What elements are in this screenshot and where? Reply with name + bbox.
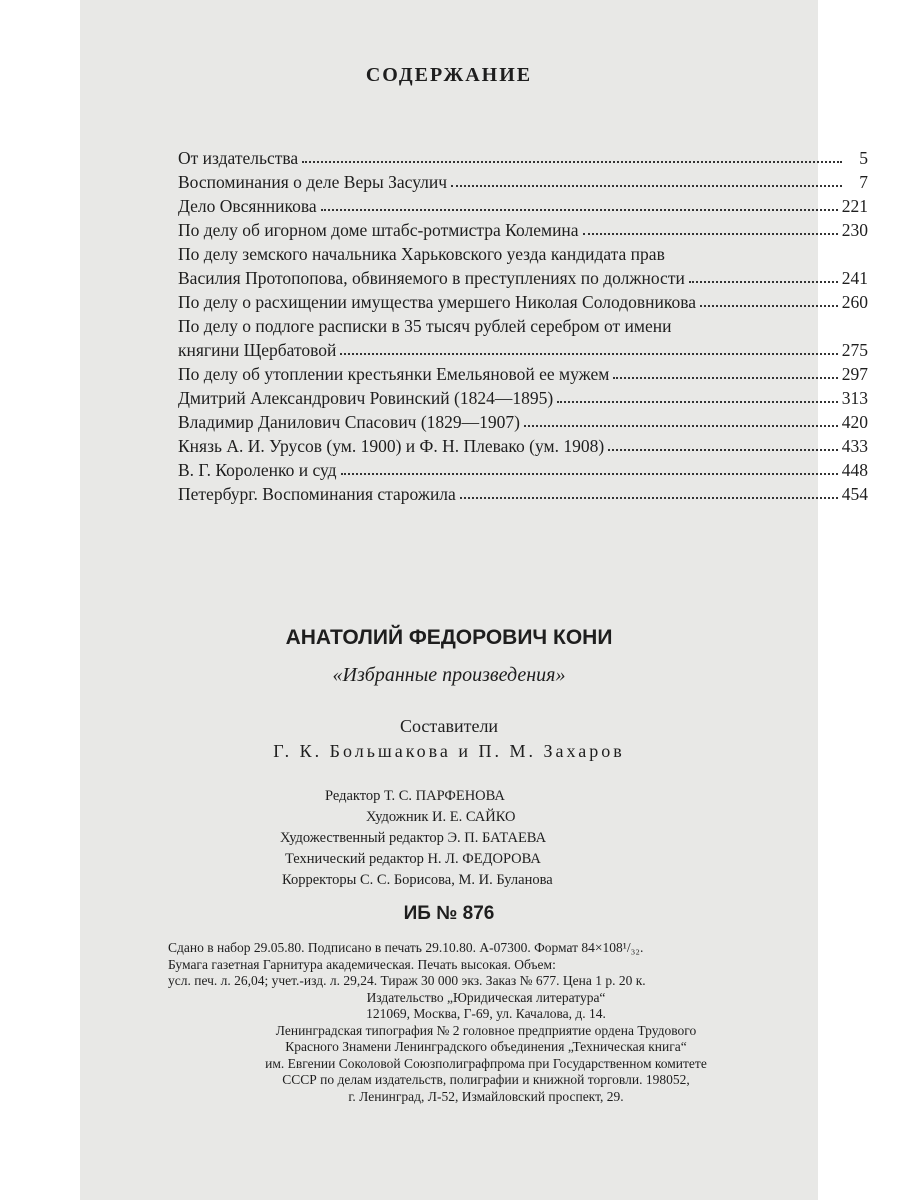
imprint-line: СССР по делам издательств, полиграфии и книжной торговли. 198052,: [282, 1072, 690, 1087]
toc-entry-title: Дмитрий Александрович Ровинский (1824—1895): [178, 388, 554, 408]
toc-entry: [178, 217, 868, 241]
toc-entry-title: По делу о расхищении имущества умершего Николая Солодовникова: [178, 292, 697, 312]
toc-entry-title: Дело Овсянникова: [178, 196, 317, 216]
compilers-label: Составители: [399, 716, 499, 736]
table-of-contents: [178, 145, 868, 505]
imprint-line: Сдано в набор 29.05.80. Подписано в печать 29.10.80. А-07300. Формат 84×108¹/₃₂.: [168, 940, 644, 955]
toc-entry-page: 230: [841, 220, 868, 240]
toc-entry-page: 420: [841, 412, 868, 432]
credit-line: Художественный редактор Э. П. БАТАЕВА: [280, 830, 547, 846]
toc-entry-page: 297: [841, 364, 868, 384]
toc-entry-title: Петербург. Воспоминания старожила: [178, 484, 456, 504]
toc-entry-page: 275: [841, 340, 868, 360]
toc-entry-title: Князь А. И. Урусов (ум. 1900) и Ф. Н. Плевако (ум. 1908): [178, 436, 605, 456]
toc-entry-page: 5: [859, 148, 868, 168]
toc-entry: [178, 457, 868, 481]
toc-entry-page: 454: [841, 484, 868, 504]
toc-entry: [178, 409, 868, 433]
toc-entry: [178, 433, 868, 457]
dot-leader: [451, 185, 842, 187]
toc-entry-title: Василия Протопопова, обвиняемого в преступлениях по должности: [178, 268, 685, 288]
toc-entry-title: По делу об утоплении крестьянки Емельяновой ее мужем: [178, 364, 610, 384]
toc-entry: [178, 145, 868, 169]
book-page: [80, 0, 868, 1200]
toc-entry-page: 433: [841, 436, 868, 456]
imprint-line: Красного Знамени Ленинградского объединения „Техническая книга“: [285, 1039, 687, 1054]
toc-title: СОДЕРЖАНИЕ: [365, 64, 533, 86]
compilers-names: Г. К. Большакова и П. М. Захаров: [273, 741, 625, 761]
dot-leader: [613, 377, 837, 379]
toc-entry: [178, 289, 868, 313]
imprint-line: усл. печ. л. 26,04; учет.-изд. л. 29,24. Тираж 30 000 экз. Заказ № 677. Цена 1 р. 20 к.: [168, 973, 646, 988]
dot-leader: [557, 401, 838, 403]
toc-entry-page: 7: [859, 172, 868, 192]
toc-entry: [178, 313, 868, 337]
toc-entry-title: Воспоминания о деле Веры Засулич: [178, 172, 448, 192]
toc-entry-page: 241: [841, 268, 868, 288]
toc-entry: [178, 169, 868, 193]
dot-leader: [583, 233, 838, 235]
dot-leader: [341, 473, 838, 475]
toc-entry-page: 221: [841, 196, 868, 216]
credit-line: Редактор Т. С. ПАРФЕНОВА: [325, 788, 505, 804]
toc-entry-title: По делу о подлоге расписки в 35 тысяч рублей серебром от имени: [178, 316, 672, 336]
imprint-line: г. Ленинград, Л-52, Измайловский проспект, 29.: [348, 1088, 624, 1104]
author-name: АНАТОЛИЙ ФЕДОРОВИЧ КОНИ: [285, 626, 613, 649]
credit-line: Художник И. Е. САЙКО: [366, 809, 516, 825]
imprint-line: Ленинградская типография № 2 головное предприятие ордена Трудового: [275, 1022, 697, 1038]
toc-entry: [178, 337, 868, 361]
dot-leader: [321, 209, 838, 211]
toc-entry-title: По делу об игорном доме штабс-ротмистра Колемина: [178, 220, 579, 240]
imprint-line: Издательство „Юридическая литература“: [366, 989, 606, 1005]
toc-entry-title: В. Г. Короленко и суд: [178, 460, 337, 480]
dot-leader: [608, 449, 838, 451]
toc-entry: [178, 241, 868, 265]
toc-entry-page: 313: [841, 388, 868, 408]
dot-leader: [524, 425, 838, 427]
toc-entry: [178, 385, 868, 409]
dot-leader: [689, 281, 838, 283]
toc-entry-title: От издательства: [178, 148, 299, 168]
dot-leader: [340, 353, 837, 355]
toc-entry: [178, 481, 868, 505]
toc-entry: [178, 361, 868, 385]
toc-entry: [178, 265, 868, 289]
toc-entry-page: 260: [841, 292, 868, 312]
work-title: «Избранные произведения»: [332, 664, 566, 686]
toc-entry-title: Владимир Данилович Спасович (1829—1907): [178, 412, 521, 432]
imprint-block: [168, 940, 804, 1105]
credits-block: [280, 786, 700, 891]
ib-number: ИБ № 876: [403, 903, 495, 924]
toc-entry: [178, 193, 868, 217]
dot-leader: [302, 161, 842, 163]
toc-entry-title: По делу земского начальника Харьковского уезда кандидата прав: [178, 244, 665, 264]
imprint-line: им. Евгении Соколовой Союзполиграфпрома при Государственном комитете: [265, 1055, 707, 1071]
imprint-line: Бумага газетная Гарнитура академическая. Печать высокая. Объем:: [168, 956, 556, 972]
dot-leader: [460, 497, 838, 499]
dot-leader: [700, 305, 838, 307]
credit-line: Технический редактор Н. Л. ФЕДОРОВА: [285, 851, 541, 867]
toc-entry-page: 448: [841, 460, 868, 480]
imprint-line: 121069, Москва, Г-69, ул. Качалова, д. 14.: [366, 1006, 606, 1021]
toc-entry-title: княгини Щербатовой: [178, 340, 337, 360]
credit-line: Корректоры С. С. Борисова, М. И. Буланова: [282, 872, 553, 888]
